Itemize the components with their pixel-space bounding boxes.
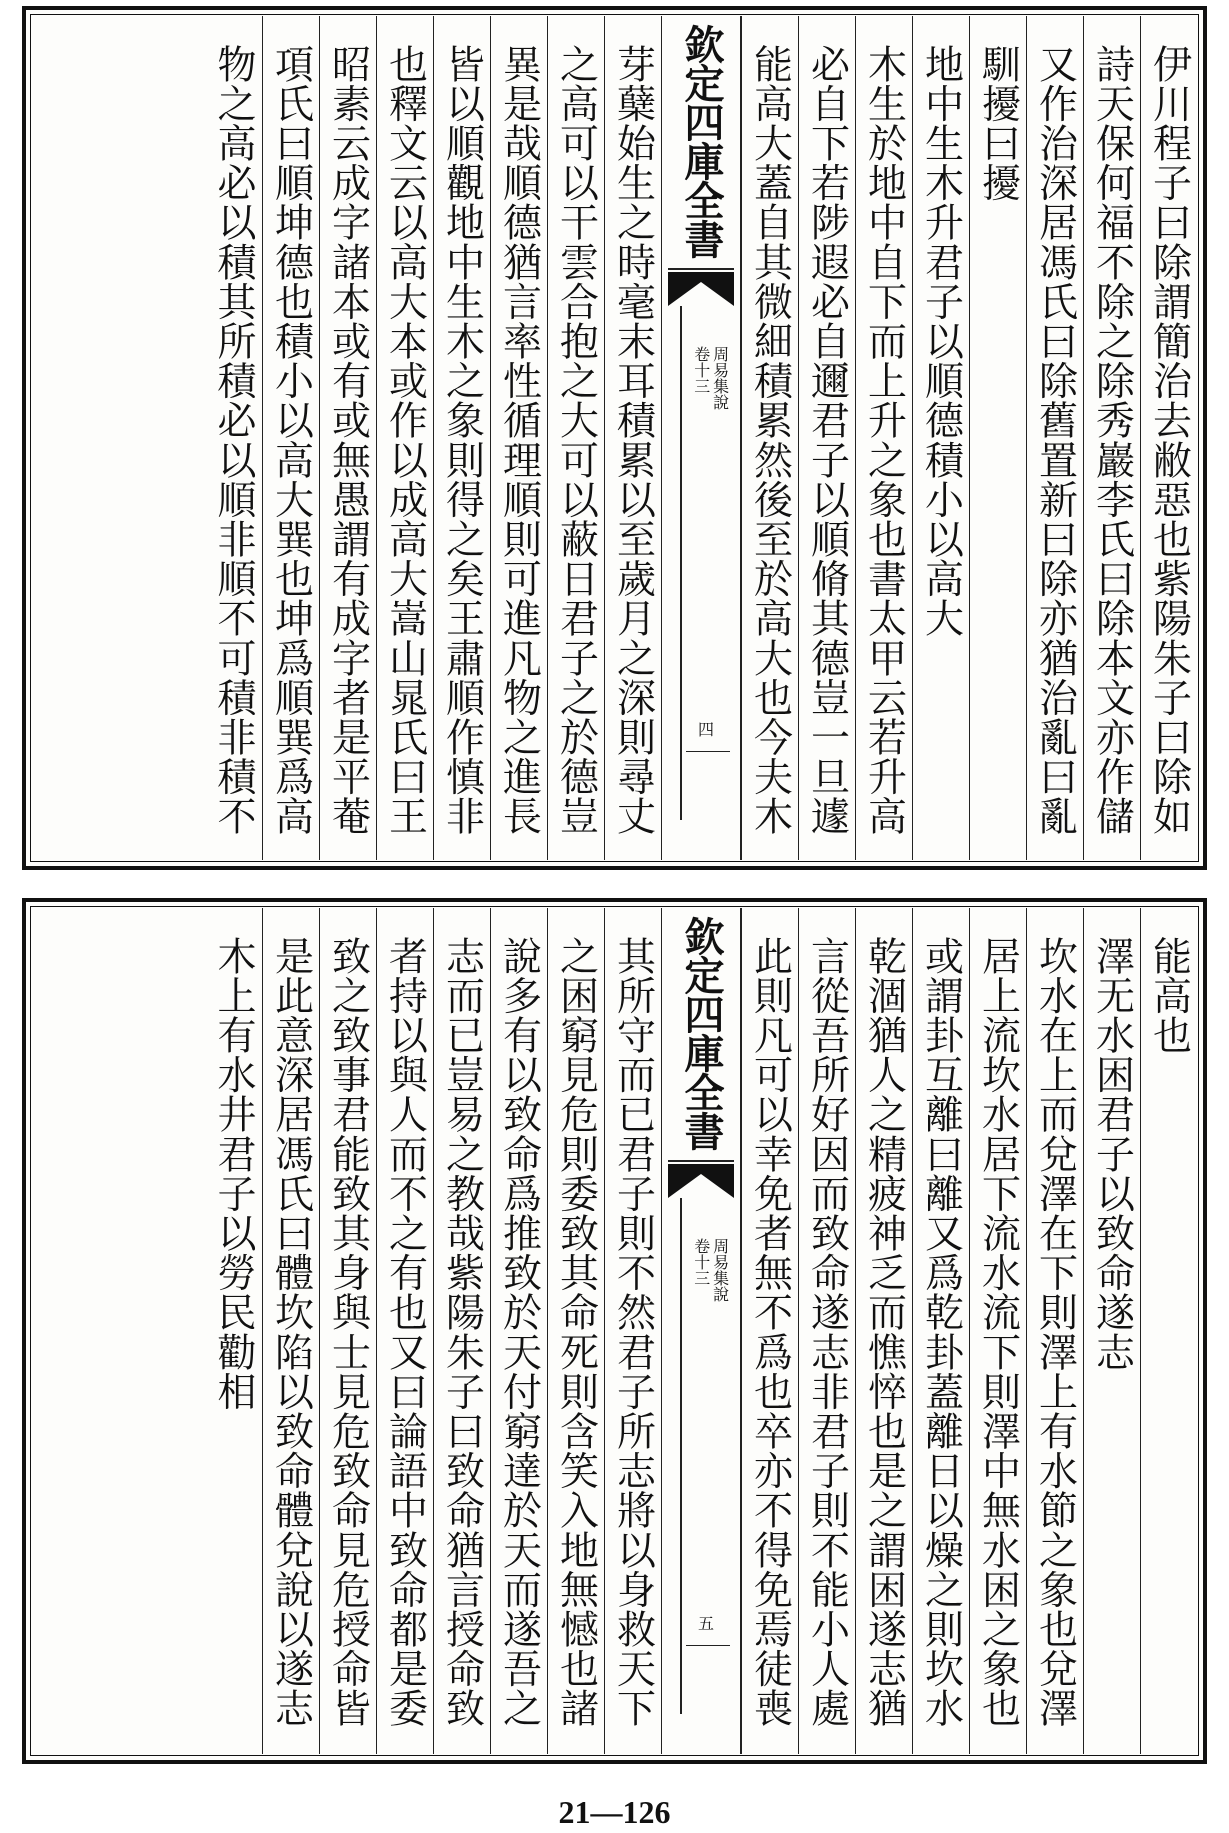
center-fold <box>661 908 741 1754</box>
folio-number: 五 <box>698 1614 715 1633</box>
text-column: 其所守而已君子則不然君子所志將以身救天下 <box>604 908 661 1754</box>
folio-rule <box>686 751 730 753</box>
lower-columns <box>32 908 1197 1754</box>
collection-title: 欽定四庫全書 <box>668 908 734 1162</box>
center-rule <box>680 1198 682 1714</box>
text-column: 之高可以干雲合抱之大可以蔽日君子之於德豈 <box>547 16 604 860</box>
text-column: 志而已豈易之教哉紫陽朱子曰致命猶言授命致 <box>433 908 490 1754</box>
text-column: 居上流坎水居下流水流下則澤中無水困之象也 <box>969 908 1026 1754</box>
text-column: 地中生木升君子以順德積小以高大 <box>912 16 969 860</box>
book-name: 周易集說 <box>710 346 730 410</box>
text-column: 之困窮見危則委致其命死則含笑入地無憾也諸 <box>547 908 604 1754</box>
text-column: 乾涸猶人之精疲神乏而憔悴也是之謂困遂志猶 <box>855 908 912 1754</box>
lower-leaf <box>22 898 1207 1764</box>
volume-label: 卷十三 <box>691 346 711 394</box>
text-column: 木上有水井君子以勞民勸相 <box>211 936 256 1412</box>
text-column: 昭素云成字諸本或有或無愚謂有成字者是平菴 <box>319 16 376 860</box>
fish-tail-mark-icon <box>668 272 734 306</box>
upper-leaf <box>22 6 1207 870</box>
text-column: 又作治深居馮氏曰除舊置新曰除亦猶治亂曰亂 <box>1026 16 1083 860</box>
text-column: 皆以順觀地中生木之象則得之矣王肅順作慎非 <box>433 16 490 860</box>
text-column: 芽蘖始生之時毫末耳積累以至歲月之深則尋丈 <box>604 16 661 860</box>
text-column: 此則凡可以幸免者無不爲也卒亦不得免焉徒喪 <box>741 908 798 1754</box>
text-column: 能高大蓋自其微細積累然後至於高大也今夫木 <box>741 16 798 860</box>
text-column: 說多有以致命爲推致於天付窮達於天而遂吾之 <box>490 908 547 1754</box>
text-column: 者持以與人而不之有也又曰論語中致命都是委 <box>376 908 433 1754</box>
text-column: 致之致事君能致其身與士見危致命見危授命皆 <box>319 908 376 1754</box>
collection-title: 欽定四庫全書 <box>668 16 734 270</box>
text-column: 也釋文云以高大本或作以成高大嵩山晁氏曰王 <box>376 16 433 860</box>
text-column: 伊川程子曰除謂簡治去敝惡也紫陽朱子曰除如 <box>1140 16 1197 860</box>
folio-rule <box>686 1645 730 1647</box>
text-column: 或謂卦互離曰離又爲乾卦蓋離日以燥之則坎水 <box>912 908 969 1754</box>
fish-tail-mark-icon <box>668 1164 734 1198</box>
text-column: 能高也 <box>1140 908 1197 1754</box>
text-column: 言從吾所好因而致命遂志非君子則不能小人處 <box>798 908 855 1754</box>
text-column: 詩天保何福不除之除秀巖李氏曰除本文亦作儲 <box>1083 16 1140 860</box>
book-caption <box>692 346 728 410</box>
center-rule <box>680 306 682 820</box>
upper-columns <box>32 16 1197 860</box>
center-fold <box>661 16 741 860</box>
volume-label: 卷十三 <box>691 1238 711 1286</box>
folio-number: 四 <box>698 720 715 739</box>
text-column: 異是哉順德猶言率性循理順則可進凡物之進長 <box>490 16 547 860</box>
text-column: 是此意深居馮氏曰體坎陷以致命體兌說以遂志 <box>262 908 319 1754</box>
book-name: 周易集說 <box>710 1238 730 1302</box>
page-number: 21—126 <box>558 1794 671 1830</box>
text-column: 項氏曰順坤德也積小以高大巽也坤爲順巽爲高 <box>262 16 319 860</box>
text-column: 物之高必以積其所積必以順非順不可積非積不 <box>211 44 256 836</box>
text-column: 澤无水困君子以致命遂志 <box>1083 908 1140 1754</box>
book-caption <box>692 1238 728 1302</box>
text-column: 馴擾曰擾 <box>969 16 1026 860</box>
text-column: 木生於地中自下而上升之象也書太甲云若升高 <box>855 16 912 860</box>
text-column: 坎水在上而兌澤在下則澤上有水節之象也兌澤 <box>1026 908 1083 1754</box>
text-column: 必自下若陟遐必自邇君子以順脩其德豈一旦遽 <box>798 16 855 860</box>
